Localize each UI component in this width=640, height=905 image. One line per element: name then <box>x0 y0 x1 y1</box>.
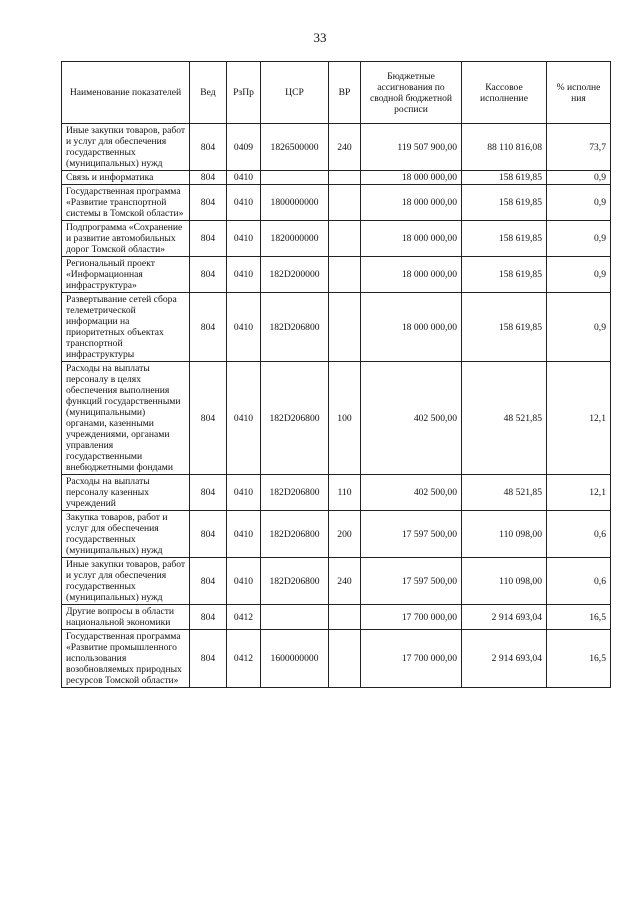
cell-budget: 17 597 500,00 <box>361 558 462 605</box>
cell-pct: 16,5 <box>547 605 611 630</box>
cell-budget: 18 000 000,00 <box>361 257 462 293</box>
cell-csr <box>261 605 329 630</box>
cell-csr: 182D206800 <box>261 475 329 511</box>
cell-name: Подпрограмма «Сохранение и развитие автомобильных дорог Томской области» <box>62 221 190 257</box>
cell-pct: 0,6 <box>547 511 611 558</box>
cell-pct: 0,9 <box>547 185 611 221</box>
header-csr: ЦСР <box>261 62 329 124</box>
cell-name: Иные закупки товаров, работ и услуг для обеспечения государственных (муниципальных) нужд <box>62 124 190 171</box>
cell-rzpr: 0409 <box>227 124 261 171</box>
cell-name: Государственная программа «Развитие транспортной системы в Томской области» <box>62 185 190 221</box>
cell-rzpr: 0410 <box>227 221 261 257</box>
table-row <box>62 257 611 293</box>
cell-pct: 12,1 <box>547 362 611 475</box>
header-pct: % исполне ния <box>547 62 611 124</box>
cell-csr: 1826500000 <box>261 124 329 171</box>
cell-budget: 17 597 500,00 <box>361 511 462 558</box>
cell-pct: 73,7 <box>547 124 611 171</box>
cell-cash: 158 619,85 <box>462 171 547 185</box>
cell-name: Связь и информатика <box>62 171 190 185</box>
cell-csr: 182D206800 <box>261 558 329 605</box>
cell-ved: 804 <box>190 630 227 688</box>
cell-pct: 12,1 <box>547 475 611 511</box>
cell-csr: 1600000000 <box>261 630 329 688</box>
table-row <box>62 605 611 630</box>
cell-vr <box>329 221 361 257</box>
cell-rzpr: 0410 <box>227 362 261 475</box>
cell-vr: 200 <box>329 511 361 558</box>
table-row <box>62 124 611 171</box>
header-ved: Вед <box>190 62 227 124</box>
cell-name: Иные закупки товаров, работ и услуг для обеспечения государственных (муниципальных) нужд <box>62 558 190 605</box>
header-cash: Кассовое исполнение <box>462 62 547 124</box>
cell-budget: 119 507 900,00 <box>361 124 462 171</box>
cell-vr <box>329 171 361 185</box>
cell-name: Расходы на выплаты персоналу в целях обеспечения выполнения функций государственными (муниципальными) органами, казенными учреждениями, органами управления государственными внебюджетными фондами <box>62 362 190 475</box>
cell-cash: 2 914 693,04 <box>462 605 547 630</box>
cell-pct: 0,9 <box>547 293 611 362</box>
cell-name: Развертывание сетей сбора телеметрической информации на приоритетных объектах транспортной инфраструктуры <box>62 293 190 362</box>
table-row <box>62 171 611 185</box>
cell-cash: 48 521,85 <box>462 362 547 475</box>
table-row <box>62 475 611 511</box>
cell-csr: 182D206800 <box>261 362 329 475</box>
cell-name: Государственная программа «Развитие промышленного использования возобновляемых природных ресурсов Томской области» <box>62 630 190 688</box>
cell-ved: 804 <box>190 221 227 257</box>
header-budget: Бюджетные ассигнования по сводной бюджетной росписи <box>361 62 462 124</box>
cell-name: Региональный проект «Информационная инфраструктура» <box>62 257 190 293</box>
cell-cash: 2 914 693,04 <box>462 630 547 688</box>
cell-name: Закупка товаров, работ и услуг для обеспечения государственных (муниципальных) нужд <box>62 511 190 558</box>
cell-rzpr: 0410 <box>227 475 261 511</box>
cell-rzpr: 0410 <box>227 558 261 605</box>
cell-vr <box>329 293 361 362</box>
table-header-row <box>62 62 611 124</box>
cell-budget: 17 700 000,00 <box>361 605 462 630</box>
cell-vr: 110 <box>329 475 361 511</box>
cell-cash: 158 619,85 <box>462 257 547 293</box>
cell-rzpr: 0412 <box>227 630 261 688</box>
cell-ved: 804 <box>190 171 227 185</box>
budget-execution-table <box>61 61 611 688</box>
cell-csr: 182D200000 <box>261 257 329 293</box>
cell-cash: 158 619,85 <box>462 293 547 362</box>
header-rzpr: РзПр <box>227 62 261 124</box>
cell-vr: 240 <box>329 558 361 605</box>
cell-budget: 402 500,00 <box>361 362 462 475</box>
table-row <box>62 511 611 558</box>
cell-cash: 88 110 816,08 <box>462 124 547 171</box>
cell-budget: 18 000 000,00 <box>361 171 462 185</box>
cell-rzpr: 0410 <box>227 185 261 221</box>
cell-ved: 804 <box>190 558 227 605</box>
table-row <box>62 630 611 688</box>
table-body <box>62 124 611 688</box>
table-row <box>62 293 611 362</box>
cell-vr <box>329 257 361 293</box>
cell-vr: 100 <box>329 362 361 475</box>
header-name: Наименование показателей <box>62 62 190 124</box>
cell-pct: 0,9 <box>547 171 611 185</box>
cell-csr: 1800000000 <box>261 185 329 221</box>
cell-budget: 18 000 000,00 <box>361 185 462 221</box>
cell-pct: 16,5 <box>547 630 611 688</box>
header-vr: ВР <box>329 62 361 124</box>
table-row <box>62 185 611 221</box>
cell-ved: 804 <box>190 362 227 475</box>
cell-pct: 0,9 <box>547 221 611 257</box>
cell-budget: 402 500,00 <box>361 475 462 511</box>
cell-rzpr: 0410 <box>227 171 261 185</box>
cell-rzpr: 0410 <box>227 257 261 293</box>
cell-ved: 804 <box>190 124 227 171</box>
cell-ved: 804 <box>190 293 227 362</box>
table-row <box>62 221 611 257</box>
cell-budget: 18 000 000,00 <box>361 221 462 257</box>
page-number: 33 <box>313 30 327 45</box>
cell-rzpr: 0410 <box>227 511 261 558</box>
cell-vr <box>329 185 361 221</box>
table-row <box>62 362 611 475</box>
cell-budget: 18 000 000,00 <box>361 293 462 362</box>
cell-csr: 182D206800 <box>261 293 329 362</box>
cell-vr <box>329 605 361 630</box>
cell-ved: 804 <box>190 257 227 293</box>
cell-vr <box>329 630 361 688</box>
table-row <box>62 558 611 605</box>
cell-budget: 17 700 000,00 <box>361 630 462 688</box>
cell-csr: 1820000000 <box>261 221 329 257</box>
cell-cash: 158 619,85 <box>462 185 547 221</box>
cell-ved: 804 <box>190 605 227 630</box>
cell-csr: 182D206800 <box>261 511 329 558</box>
cell-csr <box>261 171 329 185</box>
cell-pct: 0,6 <box>547 558 611 605</box>
cell-cash: 110 098,00 <box>462 558 547 605</box>
cell-cash: 158 619,85 <box>462 221 547 257</box>
cell-ved: 804 <box>190 511 227 558</box>
cell-name: Расходы на выплаты персоналу казенных учреждений <box>62 475 190 511</box>
cell-ved: 804 <box>190 185 227 221</box>
cell-rzpr: 0410 <box>227 293 261 362</box>
cell-cash: 48 521,85 <box>462 475 547 511</box>
cell-ved: 804 <box>190 475 227 511</box>
cell-pct: 0,9 <box>547 257 611 293</box>
cell-name: Другие вопросы в области национальной экономики <box>62 605 190 630</box>
cell-rzpr: 0412 <box>227 605 261 630</box>
cell-vr: 240 <box>329 124 361 171</box>
cell-cash: 110 098,00 <box>462 511 547 558</box>
